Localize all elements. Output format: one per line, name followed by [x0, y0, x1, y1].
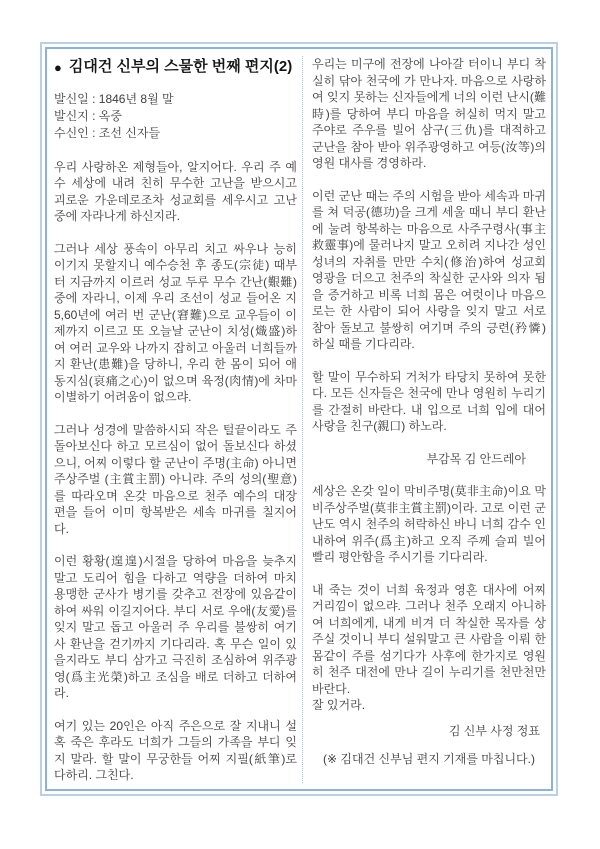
meta-line-date: 발신일 : 1846년 8월 말 [54, 91, 174, 106]
paragraph: 우리는 미구에 전장에 나아갈 터이니 부디 착실히 닦아 천국에 가 만나자. 마음으로 사랑하여 잊지 못하는 신자들에게 너의 이런 난시(難時)를 당하여 부디 마음을 허실히 먹지 말고 주야로 주우를 빌어 삼구(三仇)를 대적하고 군난을 참아 받아 위주광영하고 여등(汝等)의 영원 대사를 경영하라. [312, 57, 546, 170]
letter-frame [40, 42, 558, 796]
paragraph: 세상은 온갖 일이 막비주명(莫非主命)이요 막비주상주벌(莫非主賞主罰)이라. 고로 이런 군난도 역시 천주의 허락하신 바니 너희 감수 인내하여 위주(爲主)하고 오직 주께 슬피 빌어 빨리 평안함을 주시기를 기다리라. [312, 484, 546, 564]
paragraph: 이런 군난 때는 주의 시험을 받아 세속과 마귀를 쳐 덕공(德功)을 크게 세울 때니 부디 환난에 눌려 항복하는 마음으로 사주구령사(事主救靈事)에 물러나지 말고 오히려 지나간 성인성녀의 자취를 만만 수치(修治)하여 성교회 영광을 더으고 천주의 착실한 군사와 의자 됨을 증거하고 비록 너희 몸은 여럿이나 마음으로는 한 사람이 되어 사랑을 잊지 말고 서로 참아 돌보고 불쌍히 여기며 주의 긍련(矜憐)하실 때를 기다리라. [312, 188, 546, 351]
right-column [308, 56, 546, 783]
left-column [54, 56, 297, 783]
bullet-icon: ● [54, 59, 62, 75]
letter-title-text: 김대건 신부의 스물한 번째 편지(2) [68, 58, 293, 75]
paragraph: 여기 있는 20인은 아직 주은으로 잘 지내니 설혹 죽은 후라도 너희가 그들의 가족을 부디 잊지 말라. 할 말이 무궁한들 어찌 지필(紙筆)로 다하리. 그친다. [54, 718, 297, 782]
letter-frame-inner [45, 47, 553, 791]
meta-line-place: 발신지 : 옥중 [54, 108, 122, 123]
paragraph: 우리 사랑하온 제형들아, 알지어다. 우리 주 예수 세상에 내려 친히 무수한 고난을 받으시고 괴로운 가운데로조차 성교회를 세우시고 고난 중에 자라나게 하신지라. [54, 159, 297, 223]
paragraph: 이런 황황(遑遑)시절을 당하여 마음을 늦추지 말고 도리어 힘을 다하고 역량을 더하여 마치 용맹한 군사가 병기를 갖추고 전장에 있음같이 하여 싸워 이길지어다. 부디 서로 우애(友愛)를 잊지 말고 돕고 아울러 주 우리를 불쌍히 여기사 환난을 걷기까지 기다리라. 혹 무슨 일이 있을지라도 부디 삼가고 극진히 조심하여 위주광영(爲主光榮)하고 조심을 배로 더하고 더하여라. [54, 554, 297, 700]
meta-line-recipient: 수신인 : 조선 신자들 [54, 125, 161, 140]
column-divider [302, 56, 303, 783]
signature-vicar: 부감목 김 안드레아 [426, 451, 526, 466]
paragraph: 내 죽는 것이 너희 육정과 영혼 대사에 어찌 거리낌이 없으랴. 그러나 천주 오래지 아니하여 너희에게, 내게 비겨 더 착실한 목자를 상 주실 것이니 부디 설워말고 큰 사람을 이뤄 한몸같이 주를 섬기다가 사후에 한가지로 영원히 천주 대전에 만나 길이 누리기를 천만천만 바란다. [312, 582, 546, 696]
paragraph: 할 말이 무수하되 거처가 타당치 못하여 못한다. 모든 신자들은 천국에 만나 영원히 누리기를 간절히 바란다. 내 입으로 너희 입에 대어 사랑을 친구(親口) 하노라. [312, 369, 546, 433]
letter-title [54, 59, 297, 76]
signature-final: 김 신부 사정 정표 [448, 723, 540, 738]
closing-note: (※ 김대건 신부님 편지 기재를 마칩니다.) [323, 752, 535, 766]
paragraph: 그러나 성경에 말씀하시되 작은 털끝이라도 주 돌아보신다 하고 모르심이 없어 돌보신다 하셨으니, 어찌 이렇다 할 군난이 주명(主命) 아니면 주상주벌 (主賞主罰) 아니랴. 주의 성의(聖意)를 따라오며 온갖 마음으로 천주 예수의 대장 편을 들어 이미 항복받은 세속 마귀를 칠지어다. [54, 422, 297, 536]
paragraph: 그러나 세상 풍속이 아무리 치고 싸우나 능히 이기지 못할지니 예수승천 후 종도(宗徒) 때부터 지금까지 이르러 성교 두루 무수 간난(艱難) 중에 자라니, 이제 우리 조선이 성교 들어온 지 5,60년에 여러 번 군난(窘難)으로 교우들이 이제까지 이르고 또 오늘날 군난이 치성(熾盛)하여 여러 교우와 나까지 잡히고 아울러 너희들까지 환난(患難)을 당하니, 우리 한 몸이 되어 애동지심(哀痛之心)이 없으며 육정(肉情)에 차마 이별하기 어려움이 없으랴. [54, 241, 297, 404]
farewell-line: 잘 있거라. [312, 698, 366, 712]
letter-meta [54, 91, 297, 142]
